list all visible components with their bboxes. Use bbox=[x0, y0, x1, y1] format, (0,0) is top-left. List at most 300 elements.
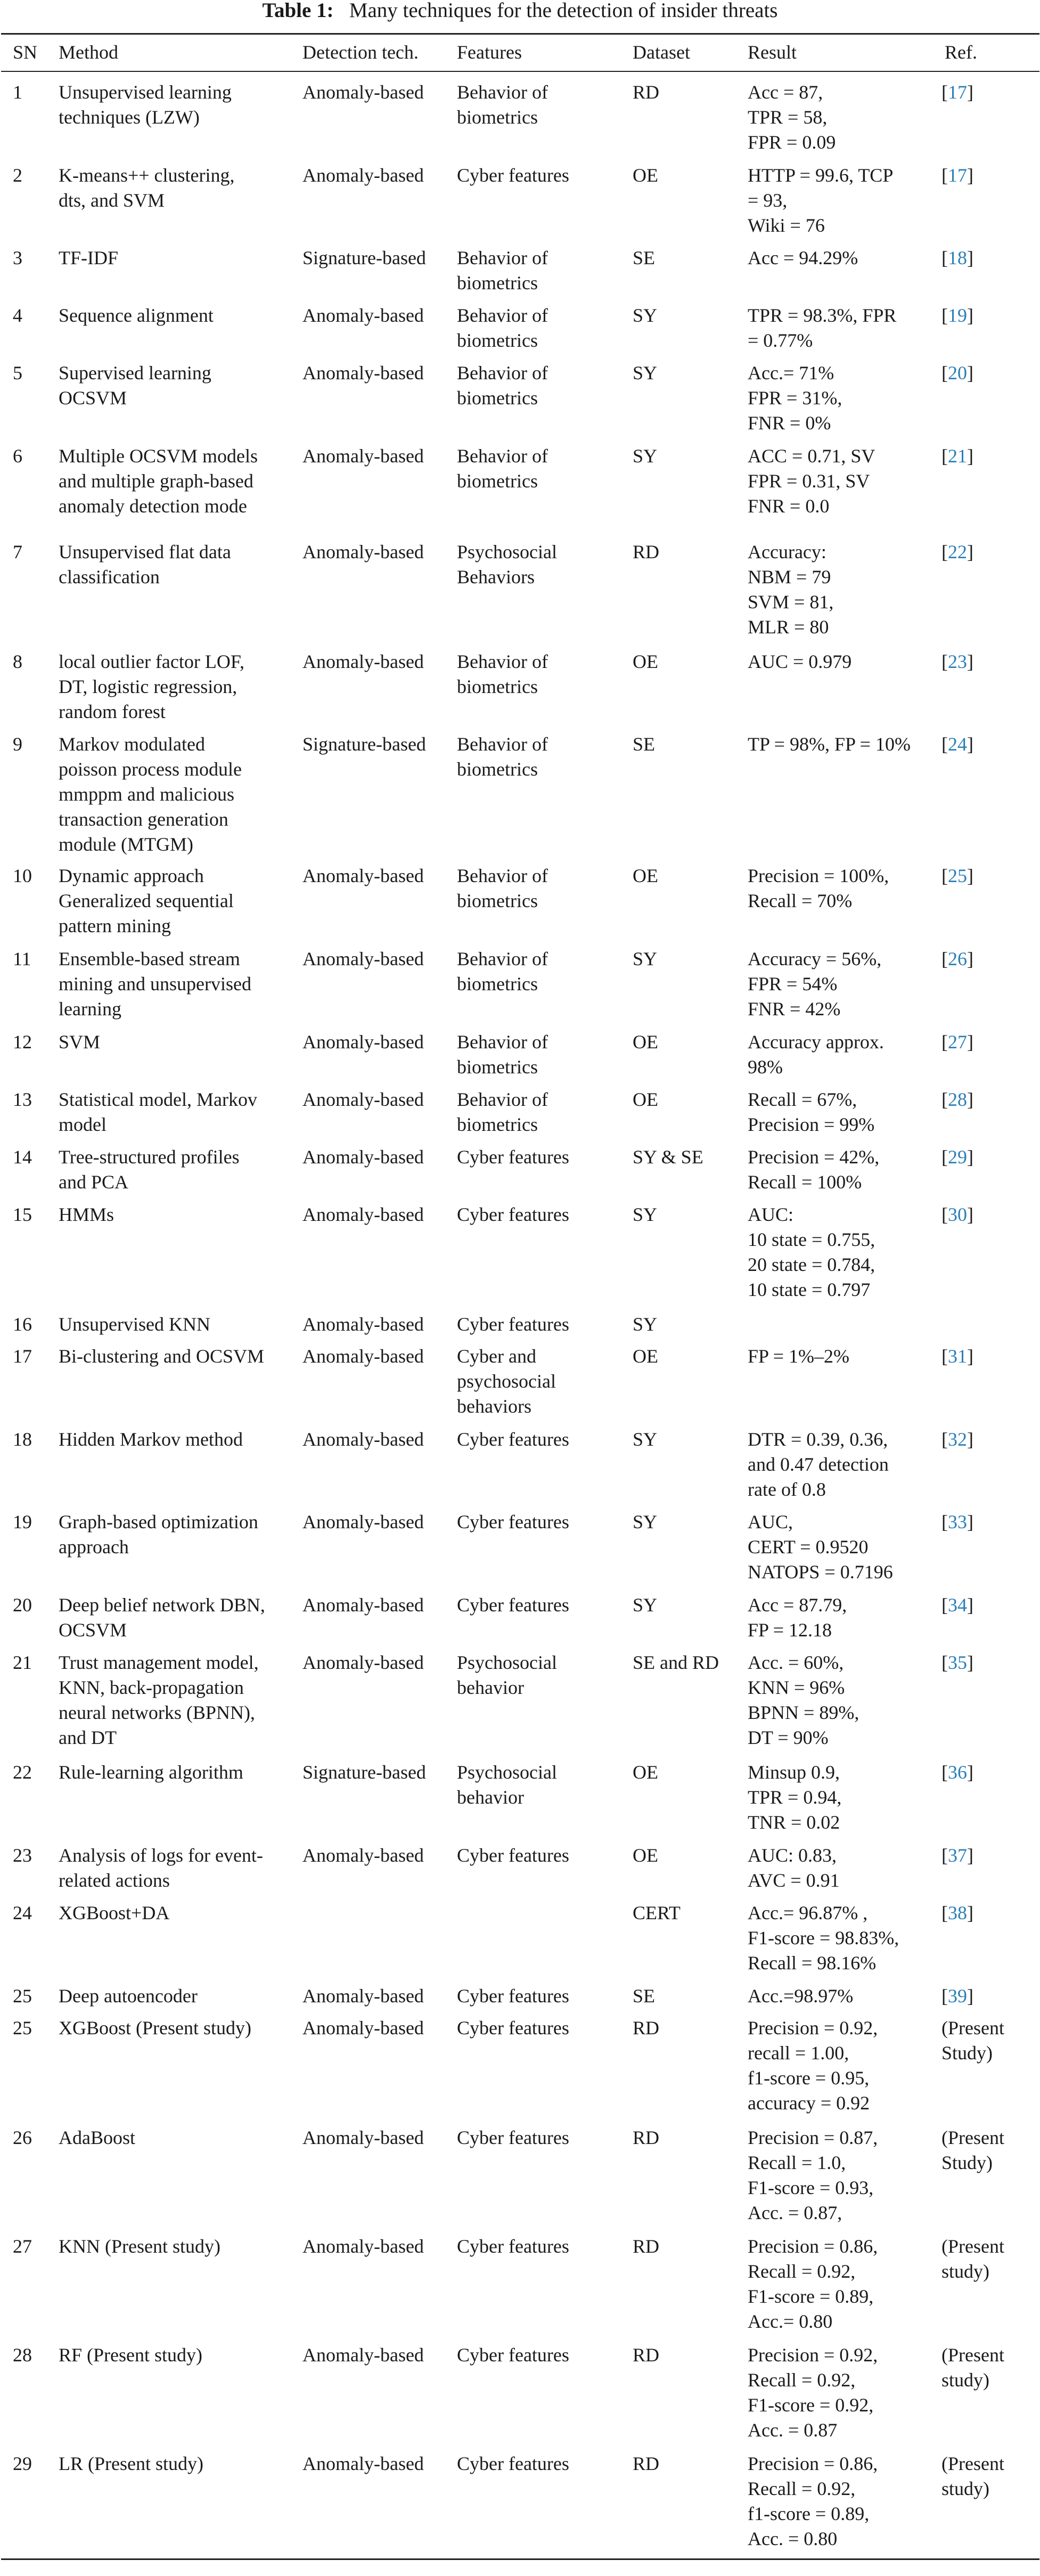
cell-method bbox=[59, 1030, 100, 1055]
cell-features bbox=[457, 2125, 569, 2150]
cell-dataset: RD bbox=[633, 2017, 660, 2039]
cell-ref: [19] bbox=[941, 305, 973, 326]
cell-dataset: SE bbox=[633, 1985, 656, 2007]
cell-features bbox=[457, 1760, 557, 1810]
cell-method-line: Generalized sequential bbox=[59, 890, 234, 911]
cell-ref-line: (Present bbox=[941, 2127, 1004, 2148]
cell-sn: 24 bbox=[13, 1902, 32, 1923]
cell-method-line: Graph-based optimization bbox=[59, 1511, 258, 1532]
cell-result-line: 10 state = 0.797 bbox=[748, 1279, 871, 1300]
cell-method-line: mmppm and malicious bbox=[59, 784, 234, 805]
cell-result-line: ACC = 0.71, SV bbox=[748, 445, 875, 467]
cell-method bbox=[59, 1145, 240, 1195]
cell-features bbox=[457, 1202, 569, 1227]
citation-link[interactable]: 21 bbox=[948, 445, 967, 467]
citation-link[interactable]: 28 bbox=[948, 1089, 967, 1110]
cell-features-line: Behavior of bbox=[457, 1031, 548, 1053]
cell-method bbox=[59, 246, 118, 271]
cell-ref: [35] bbox=[941, 1652, 973, 1673]
cell-dataset: OE bbox=[633, 865, 658, 886]
cell-result-line: FP = 12.18 bbox=[748, 1619, 832, 1641]
cell-result-line: MLR = 80 bbox=[748, 616, 829, 638]
cell-method-line: Deep belief network DBN, bbox=[59, 1594, 265, 1616]
cell-result-line: FP = 1%–2% bbox=[748, 1346, 849, 1367]
cell-method-line: approach bbox=[59, 1536, 129, 1558]
cell-result-line: Acc.= 0.80 bbox=[748, 2311, 833, 2332]
cell-result-line: Precision = 100%, bbox=[748, 865, 889, 886]
cell-method-line: and PCA bbox=[59, 1171, 129, 1193]
cell-method bbox=[59, 1202, 114, 1227]
cell-method-line: LR (Present study) bbox=[59, 2453, 203, 2474]
cell-dataset: OE bbox=[633, 1031, 658, 1053]
cell-ref: [20] bbox=[941, 362, 973, 384]
citation-link[interactable]: 24 bbox=[948, 733, 967, 755]
cell-method-line: Bi-clustering and OCSVM bbox=[59, 1346, 264, 1367]
cell-detection: Anomaly-based bbox=[302, 445, 424, 467]
cell-sn: 19 bbox=[13, 1511, 32, 1532]
cell-result-line: F1-score = 98.83%, bbox=[748, 1927, 899, 1949]
cell-result-line: AUC: 0.83, bbox=[748, 1845, 837, 1866]
citation-link[interactable]: 27 bbox=[948, 1031, 967, 1053]
cell-sn: 1 bbox=[13, 81, 22, 103]
cell-detection: Anomaly-based bbox=[302, 2344, 424, 2366]
cell-dataset: SY & SE bbox=[633, 1146, 703, 1168]
cell-method-line: module (MTGM) bbox=[59, 834, 193, 855]
cell-result-line: Acc.= 96.87% , bbox=[748, 1902, 868, 1923]
cell-method bbox=[59, 1427, 243, 1452]
cell-result-line: recall = 1.00, bbox=[748, 2042, 849, 2064]
cell-result bbox=[748, 80, 836, 155]
cell-sn: 17 bbox=[13, 1346, 32, 1367]
cell-result-line: FPR = 54% bbox=[748, 973, 838, 994]
cell-method-line: DT, logistic regression, bbox=[59, 676, 238, 697]
cell-ref bbox=[941, 2234, 1004, 2284]
cell-method bbox=[59, 1984, 198, 2009]
cell-features bbox=[457, 947, 548, 997]
cell-method-line: K-means++ clustering, bbox=[59, 165, 235, 186]
cell-method-line: OCSVM bbox=[59, 1619, 127, 1641]
cell-result-line: F1-score = 0.93, bbox=[748, 2177, 874, 2198]
cell-ref-line: study) bbox=[941, 2369, 989, 2391]
header-ref: Ref. bbox=[945, 42, 977, 63]
cell-features bbox=[457, 2343, 569, 2368]
cell-features-line: biometrics bbox=[457, 1056, 538, 1078]
bottom-rule bbox=[1, 2558, 1039, 2560]
cell-features-line: Behavior of bbox=[457, 733, 548, 755]
cell-result-line: F1-score = 0.92, bbox=[748, 2394, 874, 2416]
cell-result bbox=[748, 1510, 893, 1585]
cell-sn: 18 bbox=[13, 1429, 32, 1450]
cell-method-line: Unsupervised KNN bbox=[59, 1314, 210, 1335]
cell-result-line: TPR = 98.3%, FPR bbox=[748, 305, 897, 326]
cell-features-line: Cyber features bbox=[457, 2344, 569, 2366]
citation-link[interactable]: 23 bbox=[948, 651, 967, 672]
cell-method-line: XGBoost (Present study) bbox=[59, 2017, 251, 2039]
cell-sn: 3 bbox=[13, 247, 22, 268]
cell-features-line: Behavior of bbox=[457, 865, 548, 886]
cell-sn: 27 bbox=[13, 2236, 32, 2257]
cell-features-line: biometrics bbox=[457, 330, 538, 351]
cell-detection: Anomaly-based bbox=[302, 1031, 424, 1053]
cell-detection: Anomaly-based bbox=[302, 1346, 424, 1367]
cell-result-line: HTTP = 99.6, TCP bbox=[748, 165, 894, 186]
cell-method-line: mining and unsupervised bbox=[59, 973, 251, 994]
cell-result-line: accuracy = 0.92 bbox=[748, 2092, 870, 2114]
citation-link[interactable]: 19 bbox=[948, 305, 967, 326]
cell-ref: [18] bbox=[941, 247, 973, 268]
cell-method bbox=[59, 1312, 210, 1337]
cell-method bbox=[59, 80, 232, 130]
caption-text: Many techniques for the detection of insider threats bbox=[349, 0, 778, 22]
cell-method bbox=[59, 444, 258, 519]
cell-result-line: TPR = 0.94, bbox=[748, 1787, 842, 1808]
cell-method-line: Hidden Markov method bbox=[59, 1429, 243, 1450]
cell-ref: [36] bbox=[941, 1762, 973, 1783]
citation-link[interactable]: 36 bbox=[948, 1762, 967, 1783]
cell-result bbox=[748, 947, 881, 1022]
cell-result-line: Acc. = 0.80 bbox=[748, 2528, 838, 2549]
cell-method bbox=[59, 649, 244, 724]
cell-result bbox=[748, 732, 911, 757]
cell-sn: 22 bbox=[13, 1762, 32, 1783]
cell-result bbox=[748, 2343, 878, 2443]
cell-result-line: FPR = 31%, bbox=[748, 387, 842, 409]
cell-dataset: RD bbox=[633, 2127, 660, 2148]
cell-method-line: Analysis of logs for event- bbox=[59, 1845, 263, 1866]
cell-sn: 29 bbox=[13, 2453, 32, 2474]
cell-features-line: behaviors bbox=[457, 1396, 531, 1417]
cell-result bbox=[748, 1427, 889, 1502]
cell-features bbox=[457, 732, 548, 782]
cell-sn: 12 bbox=[13, 1031, 32, 1053]
top-rule bbox=[1, 33, 1039, 35]
cell-features-line: Behavior of bbox=[457, 81, 548, 103]
cell-ref-line: (Present bbox=[941, 2344, 1004, 2366]
cell-features bbox=[457, 1344, 556, 1419]
cell-result-line: Precision = 0.86, bbox=[748, 2453, 878, 2474]
cell-result-line: 10 state = 0.755, bbox=[748, 1229, 875, 1250]
cell-features-line: behavior bbox=[457, 1677, 524, 1698]
cell-result-line: Minsup 0.9, bbox=[748, 1762, 840, 1783]
cell-method-line: SVM bbox=[59, 1031, 101, 1053]
cell-features-line: behavior bbox=[457, 1787, 524, 1808]
cell-result-line: FNR = 42% bbox=[748, 998, 841, 1020]
cell-features bbox=[457, 163, 569, 188]
cell-ref-line: (Present bbox=[941, 2453, 1004, 2474]
cell-result-line: Precision = 0.87, bbox=[748, 2127, 878, 2148]
cell-features-line: Behavior of bbox=[457, 247, 548, 268]
cell-result-line: Acc = 94.29% bbox=[748, 247, 858, 268]
cell-result bbox=[748, 1650, 859, 1750]
citation-link[interactable]: 22 bbox=[948, 541, 967, 563]
cell-features-line: Behavior of bbox=[457, 651, 548, 672]
cell-result-line: 98% bbox=[748, 1056, 783, 1078]
cell-result-line: Accuracy = 56%, bbox=[748, 948, 882, 969]
cell-sn: 5 bbox=[13, 362, 22, 384]
cell-method-line: AdaBoost bbox=[59, 2127, 135, 2148]
cell-result bbox=[748, 1145, 879, 1195]
cell-features-line: Cyber features bbox=[457, 2127, 569, 2148]
cell-method-line: XGBoost+DA bbox=[59, 1902, 170, 1923]
cell-method-line: KNN, back-propagation bbox=[59, 1677, 244, 1698]
citation-link[interactable]: 29 bbox=[948, 1146, 967, 1168]
header-features: Features bbox=[457, 42, 522, 63]
cell-method-line: Unsupervised flat data bbox=[59, 541, 231, 563]
cell-method-line: learning bbox=[59, 998, 121, 1020]
cell-method bbox=[59, 1510, 258, 1560]
cell-method bbox=[59, 863, 234, 939]
cell-features bbox=[457, 1145, 569, 1170]
cell-dataset: RD bbox=[633, 81, 660, 103]
cell-detection: Anomaly-based bbox=[302, 1429, 424, 1450]
citation-link[interactable]: 30 bbox=[948, 1204, 967, 1225]
cell-features bbox=[457, 1030, 548, 1080]
cell-method bbox=[59, 1901, 169, 1926]
cell-features bbox=[457, 649, 548, 699]
cell-detection: Anomaly-based bbox=[302, 651, 424, 672]
cell-method-line: KNN (Present study) bbox=[59, 2236, 220, 2257]
cell-sn: 2 bbox=[13, 165, 22, 186]
cell-features-line: Cyber features bbox=[457, 1314, 569, 1335]
cell-result bbox=[748, 540, 833, 640]
cell-result-line: Precision = 0.92, bbox=[748, 2344, 878, 2366]
cell-features-line: Cyber features bbox=[457, 2017, 569, 2039]
cell-ref: [17] bbox=[941, 165, 973, 186]
cell-sn: 28 bbox=[13, 2344, 32, 2366]
cell-features bbox=[457, 444, 548, 494]
cell-features bbox=[457, 540, 557, 590]
cell-sn: 8 bbox=[13, 651, 22, 672]
cell-result-line: AUC, bbox=[748, 1511, 793, 1532]
cell-features bbox=[457, 1650, 557, 1700]
cell-dataset: OE bbox=[633, 651, 658, 672]
cell-result-line: Recall = 0.92, bbox=[748, 2261, 856, 2282]
cell-result-line: Recall = 70% bbox=[748, 890, 853, 911]
cell-method-line: classification bbox=[59, 566, 160, 588]
cell-ref: [21] bbox=[941, 445, 973, 467]
cell-result bbox=[748, 246, 858, 271]
header-result: Result bbox=[748, 42, 797, 63]
cell-detection: Anomaly-based bbox=[302, 2453, 424, 2474]
header-sn: SN bbox=[13, 42, 38, 63]
cell-method bbox=[59, 1760, 243, 1785]
cell-result-line: DT = 90% bbox=[748, 1727, 829, 1748]
citation-link[interactable]: 26 bbox=[948, 948, 967, 969]
cell-result-line: TNR = 0.02 bbox=[748, 1812, 840, 1833]
cell-dataset: SE bbox=[633, 247, 656, 268]
cell-dataset: RD bbox=[633, 2453, 660, 2474]
cell-result bbox=[748, 2451, 878, 2551]
citation-link[interactable]: 17 bbox=[948, 81, 967, 103]
citation-link[interactable]: 35 bbox=[948, 1652, 967, 1673]
cell-method bbox=[59, 540, 231, 590]
cell-result bbox=[748, 2234, 878, 2334]
cell-detection: Anomaly-based bbox=[302, 2236, 424, 2257]
cell-result-line: AVC = 0.91 bbox=[748, 1870, 840, 1891]
cell-result-line: Accuracy: bbox=[748, 541, 826, 563]
citation-link[interactable]: 25 bbox=[948, 865, 967, 886]
cell-features-line: Cyber features bbox=[457, 1594, 569, 1616]
cell-sn: 4 bbox=[13, 305, 22, 326]
cell-method-line: OCSVM bbox=[59, 387, 127, 409]
cell-method bbox=[59, 1650, 259, 1750]
cell-result-line: DTR = 0.39, 0.36, bbox=[748, 1429, 888, 1450]
cell-result-line: Precision = 99% bbox=[748, 1114, 875, 1135]
cell-ref-line: (Present bbox=[941, 2236, 1004, 2257]
cell-result bbox=[748, 2016, 878, 2116]
cell-features-line: Behaviors bbox=[457, 566, 535, 588]
cell-features-line: biometrics bbox=[457, 1114, 538, 1135]
citation-link[interactable]: 17 bbox=[948, 165, 967, 186]
cell-result bbox=[748, 1344, 849, 1369]
cell-ref: [33] bbox=[941, 1511, 973, 1532]
cell-features-line: Cyber features bbox=[457, 1511, 569, 1532]
cell-features-line: psychosocial bbox=[457, 1371, 556, 1392]
cell-ref: [39] bbox=[941, 1985, 973, 2007]
cell-detection: Anomaly-based bbox=[302, 1652, 424, 1673]
cell-result-line: AUC = 0.979 bbox=[748, 651, 852, 672]
cell-features bbox=[457, 246, 548, 296]
cell-result-line: Accuracy approx. bbox=[748, 1031, 884, 1053]
cell-ref: [38] bbox=[941, 1902, 973, 1923]
citation-link[interactable]: 33 bbox=[948, 1511, 967, 1532]
cell-result-line: TP = 98%, FP = 10% bbox=[748, 733, 911, 755]
cell-detection: Anomaly-based bbox=[302, 1511, 424, 1532]
cell-result-line: Acc. = 60%, bbox=[748, 1652, 844, 1673]
cell-features-line: Psychosocial bbox=[457, 541, 557, 563]
cell-result-line: TPR = 58, bbox=[748, 107, 828, 128]
cell-method-line: Statistical model, Markov bbox=[59, 1089, 257, 1110]
cell-dataset: RD bbox=[633, 541, 660, 563]
cell-result-line: Recall = 1.0, bbox=[748, 2152, 846, 2173]
cell-ref: [37] bbox=[941, 1845, 973, 1866]
cell-features bbox=[457, 1312, 569, 1337]
cell-ref-line: (Present bbox=[941, 2017, 1004, 2039]
cell-dataset: SY bbox=[633, 445, 658, 467]
cell-result bbox=[748, 649, 851, 674]
table-caption bbox=[0, 0, 1040, 27]
cell-result-line: NBM = 79 bbox=[748, 566, 831, 588]
cell-method-line: related actions bbox=[59, 1870, 170, 1891]
cell-method-line: Sequence alignment bbox=[59, 305, 214, 326]
cell-method-line: random forest bbox=[59, 701, 166, 722]
cell-features bbox=[457, 863, 548, 914]
cell-method bbox=[59, 2125, 135, 2150]
header-dataset: Dataset bbox=[633, 42, 690, 63]
cell-ref: [30] bbox=[941, 1204, 973, 1225]
citation-link[interactable]: 38 bbox=[948, 1902, 967, 1923]
cell-dataset: SY bbox=[633, 1429, 658, 1450]
cell-dataset: OE bbox=[633, 1089, 658, 1110]
cell-result bbox=[748, 303, 896, 353]
cell-ref-line: Study) bbox=[941, 2042, 993, 2064]
cell-result-line: f1-score = 0.95, bbox=[748, 2067, 870, 2089]
cell-result bbox=[748, 1901, 899, 1976]
cell-result-line: FNR = 0.0 bbox=[748, 495, 830, 517]
citation-link[interactable]: 32 bbox=[948, 1429, 967, 1450]
cell-features-line: biometrics bbox=[457, 973, 538, 994]
cell-ref bbox=[941, 2016, 1004, 2066]
cell-detection: Anomaly-based bbox=[302, 1146, 424, 1168]
cell-dataset: SY bbox=[633, 1204, 658, 1225]
cell-sn: 26 bbox=[13, 2127, 32, 2148]
cell-method-line: pattern mining bbox=[59, 915, 171, 936]
cell-dataset: OE bbox=[633, 165, 658, 186]
cell-dataset: SY bbox=[633, 1314, 658, 1335]
citation-link[interactable]: 20 bbox=[948, 362, 967, 384]
cell-features-line: Cyber and bbox=[457, 1346, 536, 1367]
citation-link[interactable]: 34 bbox=[948, 1594, 967, 1616]
cell-dataset: SE and RD bbox=[633, 1652, 719, 1673]
cell-features bbox=[457, 303, 548, 353]
cell-result-line: FPR = 0.09 bbox=[748, 132, 836, 153]
cell-features-line: Cyber features bbox=[457, 2453, 569, 2474]
cell-result-line: Precision = 42%, bbox=[748, 1146, 880, 1168]
cell-dataset: OE bbox=[633, 1845, 658, 1866]
citation-link[interactable]: 37 bbox=[948, 1845, 967, 1866]
cell-features-line: biometrics bbox=[457, 387, 538, 409]
cell-detection: Anomaly-based bbox=[302, 362, 424, 384]
cell-sn: 13 bbox=[13, 1089, 32, 1110]
cell-features bbox=[457, 2234, 569, 2259]
cell-method-line: poisson process module bbox=[59, 759, 242, 780]
cell-method bbox=[59, 2451, 203, 2476]
cell-ref: [25] bbox=[941, 865, 973, 886]
cell-method-line: Markov modulated bbox=[59, 733, 205, 755]
cell-result-line: SVM = 81, bbox=[748, 591, 834, 613]
cell-method-line: techniques (LZW) bbox=[59, 107, 200, 128]
cell-detection: Anomaly-based bbox=[302, 865, 424, 886]
cell-ref bbox=[941, 2451, 1004, 2501]
cell-method-line: and multiple graph-based bbox=[59, 470, 253, 492]
citation-link[interactable]: 18 bbox=[948, 247, 967, 268]
cell-sn: 25 bbox=[13, 2017, 32, 2039]
cell-ref: [24] bbox=[941, 733, 973, 755]
cell-result-line: Acc = 87.79, bbox=[748, 1594, 847, 1616]
cell-method-line: anomaly detection mode bbox=[59, 495, 247, 517]
cell-ref: [34] bbox=[941, 1594, 973, 1616]
cell-sn: 23 bbox=[13, 1845, 32, 1866]
citation-link[interactable]: 31 bbox=[948, 1346, 967, 1367]
cell-method-line: local outlier factor LOF, bbox=[59, 651, 244, 672]
cell-dataset: SY bbox=[633, 948, 658, 969]
cell-ref: [22] bbox=[941, 541, 973, 563]
cell-features-line: Cyber features bbox=[457, 2236, 569, 2257]
cell-result-line: Acc.= 71% bbox=[748, 362, 834, 384]
cell-result-line: FPR = 0.31, SV bbox=[748, 470, 870, 492]
cell-detection: Anomaly-based bbox=[302, 1845, 424, 1866]
cell-dataset: SY bbox=[633, 305, 658, 326]
cell-features-line: Cyber features bbox=[457, 1985, 569, 2007]
cell-features-line: biometrics bbox=[457, 272, 538, 294]
cell-dataset: OE bbox=[633, 1346, 658, 1367]
cell-result-line: 20 state = 0.784, bbox=[748, 1254, 875, 1275]
cell-features bbox=[457, 1593, 569, 1618]
cell-result-line: Wiki = 76 bbox=[748, 215, 825, 236]
cell-detection: Signature-based bbox=[302, 247, 426, 268]
cell-result bbox=[748, 1593, 847, 1643]
cell-sn: 21 bbox=[13, 1652, 32, 1673]
cell-features-line: Behavior of bbox=[457, 1089, 548, 1110]
cell-dataset: RD bbox=[633, 2344, 660, 2366]
cell-method bbox=[59, 732, 242, 857]
cell-features bbox=[457, 361, 548, 411]
citation-link[interactable]: 39 bbox=[948, 1985, 967, 2007]
cell-method-line: HMMs bbox=[59, 1204, 114, 1225]
cell-sn: 14 bbox=[13, 1146, 32, 1168]
cell-method bbox=[59, 947, 251, 1022]
cell-result-line: Acc. = 0.87 bbox=[748, 2419, 838, 2441]
